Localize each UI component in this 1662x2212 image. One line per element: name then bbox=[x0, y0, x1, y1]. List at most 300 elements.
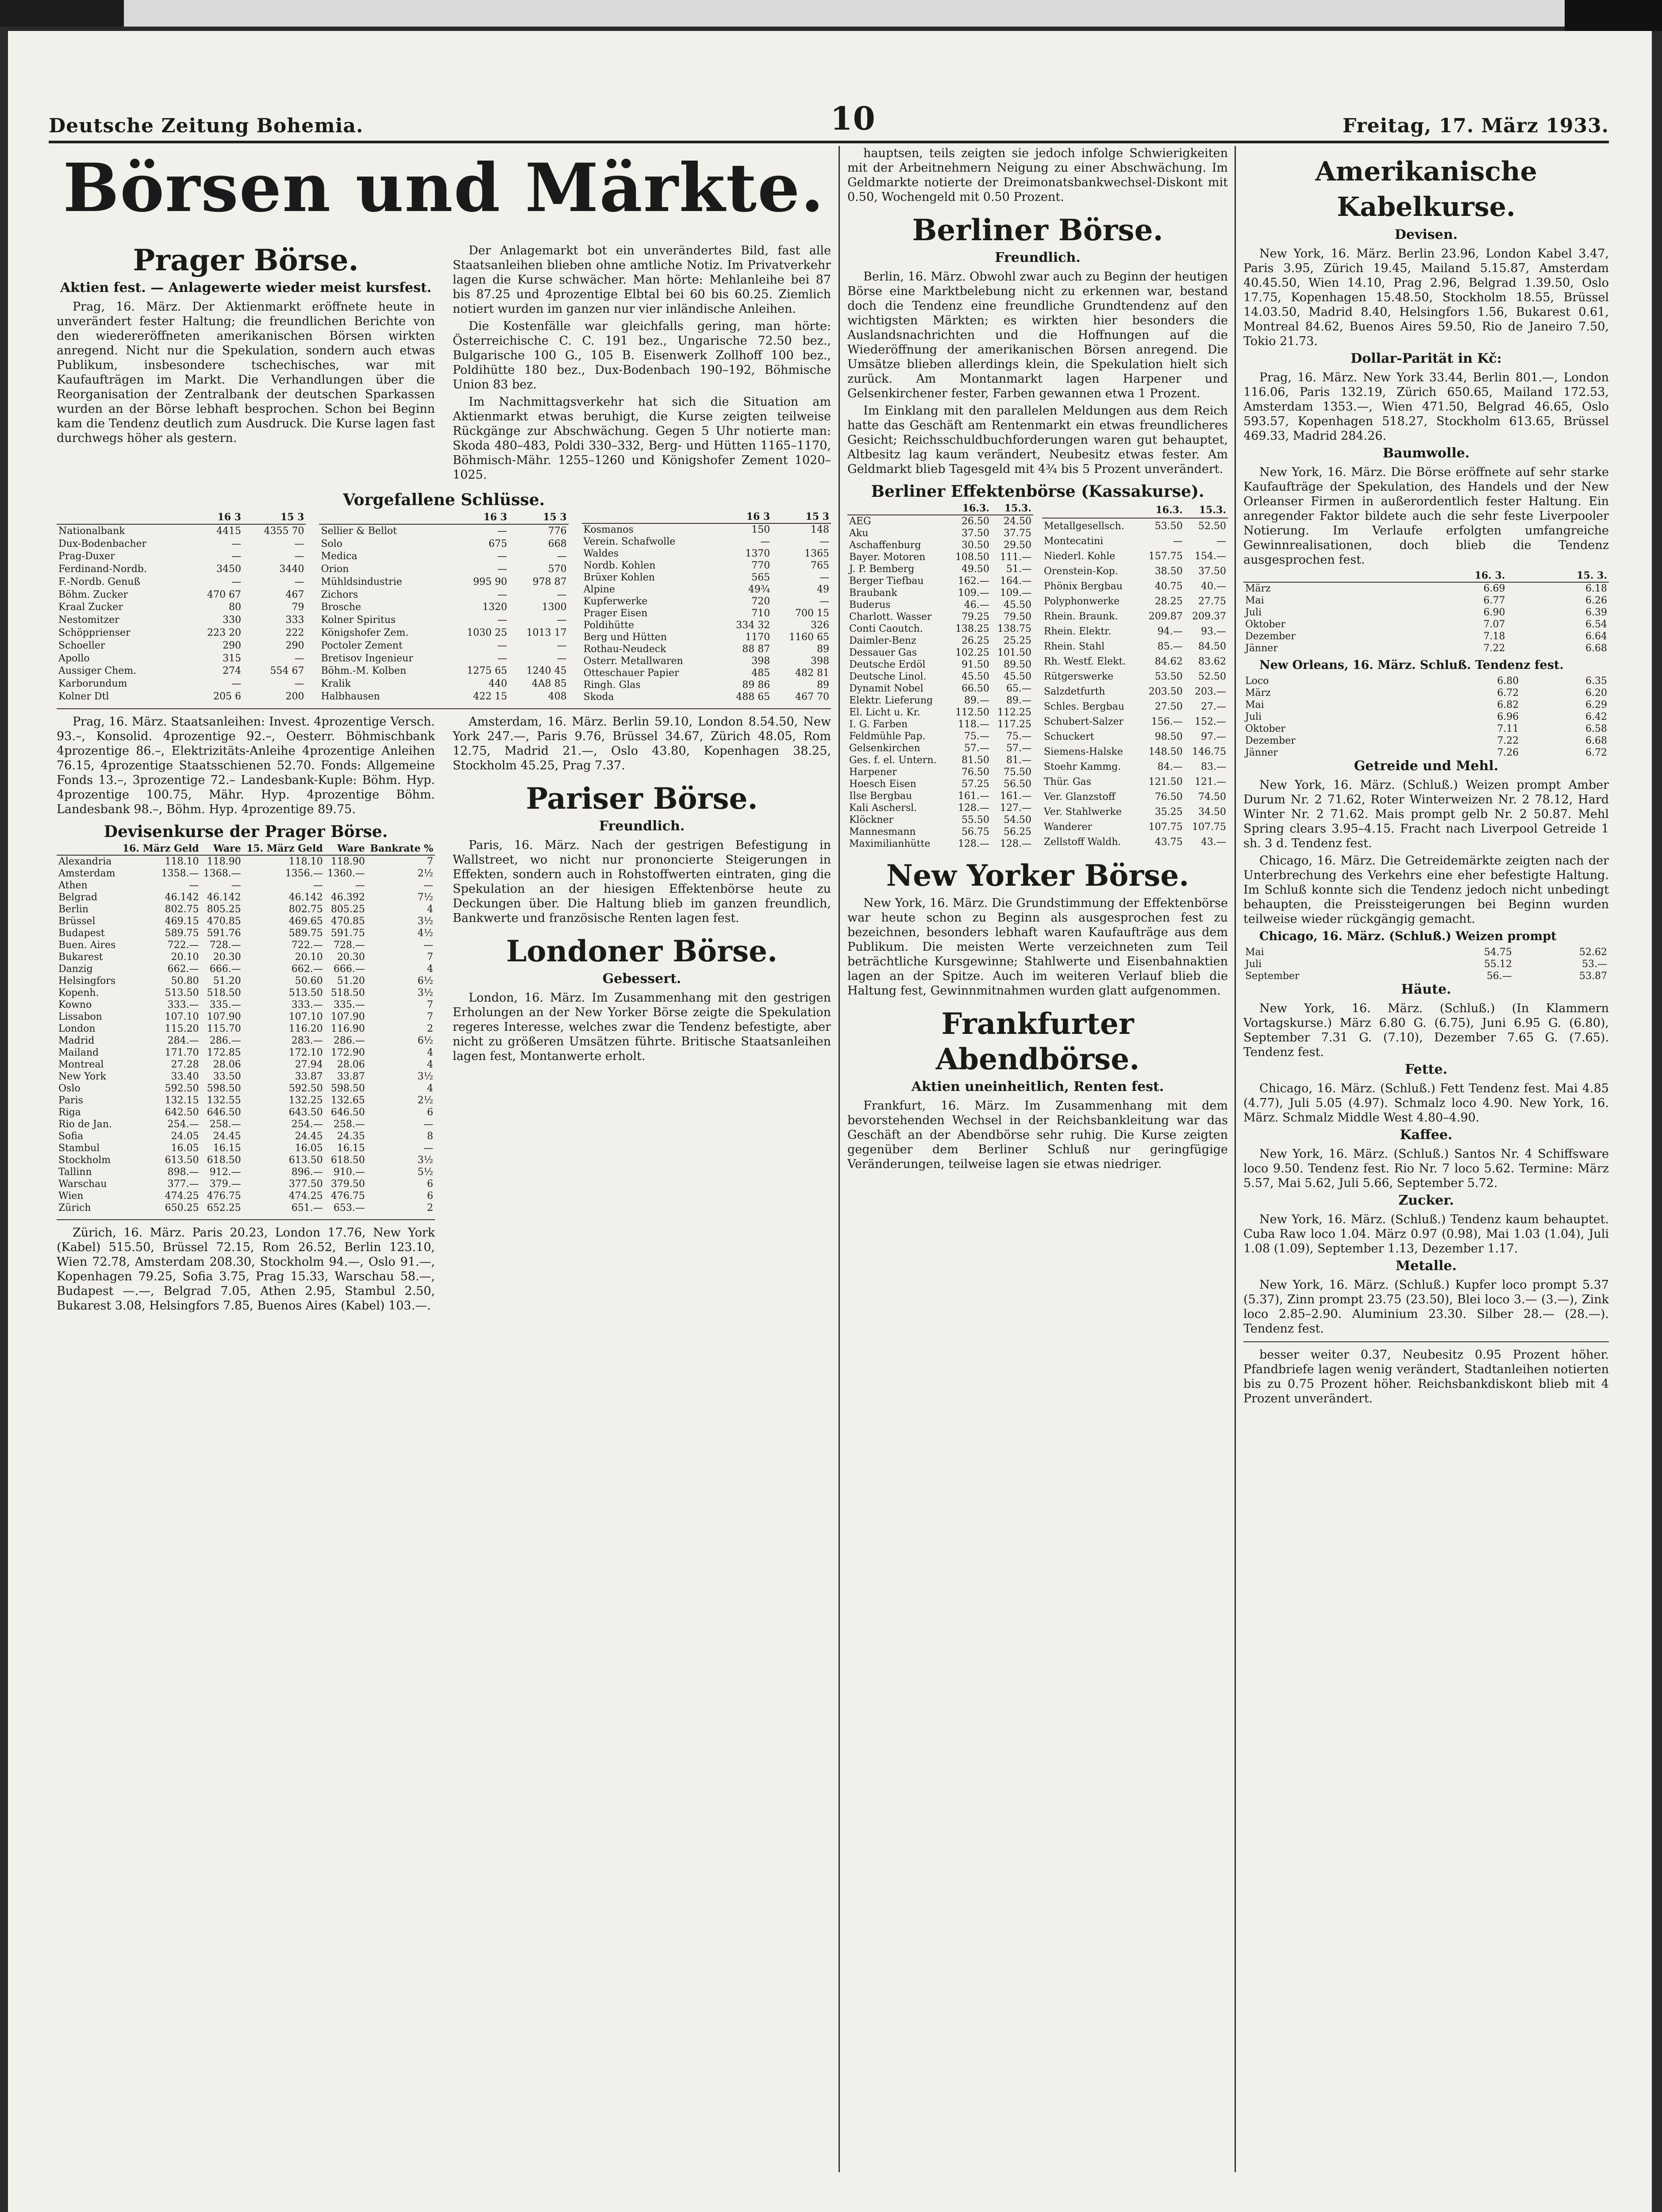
section-subtitle-frankfurt: Aktien uneinheitlich, Renten fest. bbox=[911, 1079, 1164, 1094]
table-cell: 274 bbox=[223, 665, 241, 677]
table-cell: 467 bbox=[285, 589, 304, 600]
table-cell: 1275 65 bbox=[467, 665, 508, 677]
table-cell: Mai bbox=[1245, 947, 1264, 958]
column-header bbox=[57, 843, 119, 855]
page-title: Börsen und Märkte. bbox=[63, 149, 825, 227]
table-cell: 6.20 bbox=[1585, 687, 1607, 699]
table-cell: 7.18 bbox=[1483, 631, 1505, 642]
table-row bbox=[319, 652, 568, 665]
table-cell: 132.65 bbox=[331, 1095, 365, 1106]
table-cell: 467 70 bbox=[795, 691, 829, 703]
table-cell: 643.50 bbox=[289, 1107, 323, 1118]
subsection-devisen: Devisen. bbox=[1394, 227, 1458, 242]
table-cell: Niederl. Kohle bbox=[1044, 551, 1116, 562]
table-cell: Solo bbox=[321, 538, 342, 549]
table-cell: 315 bbox=[223, 653, 241, 664]
section-title-london: Londoner Börse. bbox=[506, 934, 777, 968]
table-cell: 107.10 bbox=[289, 1011, 323, 1022]
table-cell: 116.90 bbox=[331, 1023, 365, 1034]
table-row bbox=[57, 665, 306, 678]
table-cell: — bbox=[423, 1143, 433, 1154]
article-paragraph: Berlin, 16. März. Obwohl zwar auch zu Beginn der heutigen Börse eine Marktbelebung nicht zu erkennen war, bestand doch die Tendenz eine freundliche Grundtendenz auf den wichtigsten Märkten; es wirkten hier besonders die Auslandsnachrichten und die Hoffnungen auf die Wiederöffnung der amerikanischen Börsen anregend. Die Umsätze blieben allerdings klein, die Spekulation hielt sich zurück. Am Montanmarkt lagen Harpener und Gelsenkirchener fester, Farben gewannen etwa 1 Prozent. bbox=[847, 270, 1228, 400]
article-paragraph: Amsterdam, 16. März. Berlin 59.10, London 8.54.50, New York 247.—, Paris 9.76, Brüssel 34.67, Zürich 48.05, Rom 12.75, Madrid 21.—, Oslo 43.80, Kopenhagen 38.25, Stockholm 45.25, Prag 7.37. bbox=[453, 715, 831, 772]
table-cell: 513.50 bbox=[289, 987, 323, 998]
table-cell: März bbox=[1245, 687, 1271, 699]
table-cell: 66.50 bbox=[961, 683, 989, 694]
table-row bbox=[1243, 582, 1609, 595]
table-cell: Kralik bbox=[321, 678, 351, 690]
table-cell: 2½ bbox=[417, 1095, 433, 1106]
table-cell: 112.25 bbox=[997, 707, 1031, 718]
table-cell: 94.— bbox=[1157, 626, 1183, 637]
table-cell: Athen bbox=[58, 880, 88, 891]
table-row bbox=[847, 683, 1033, 695]
table-cell: 6.77 bbox=[1483, 595, 1505, 606]
table-cell: Ver. Glanzstoff bbox=[1044, 791, 1116, 803]
table-cell: Mai bbox=[1245, 699, 1264, 710]
table-cell: 107.75 bbox=[1148, 822, 1183, 833]
table-cell: 56.75 bbox=[961, 826, 989, 837]
table-cell: — bbox=[497, 640, 508, 651]
table-cell: 75.50 bbox=[1004, 767, 1031, 778]
column-header bbox=[1042, 503, 1141, 518]
table-cell: 53.— bbox=[1582, 959, 1607, 970]
table-cell: 38.50 bbox=[1154, 566, 1183, 577]
table-cell: 118.90 bbox=[331, 856, 365, 867]
table-cell: 148.50 bbox=[1148, 746, 1183, 758]
table-cell: — bbox=[231, 880, 241, 891]
table-cell: Stoehr Kammg. bbox=[1044, 761, 1121, 773]
table-cell: 65.— bbox=[1006, 683, 1031, 694]
table-row bbox=[847, 754, 1033, 766]
chicago-table bbox=[1243, 946, 1609, 982]
table-cell: Böhm. Zucker bbox=[58, 589, 128, 600]
table-cell: 43.75 bbox=[1154, 837, 1183, 848]
column-header bbox=[847, 503, 949, 515]
table-cell: — bbox=[497, 589, 508, 600]
table-cell: 172.10 bbox=[289, 1047, 323, 1058]
table-cell: 56.50 bbox=[1004, 779, 1031, 790]
table-row bbox=[582, 655, 831, 667]
table-cell: Halbhausen bbox=[321, 691, 380, 703]
table-cell: 128.— bbox=[1000, 838, 1031, 849]
table-cell: Apollo bbox=[58, 653, 90, 664]
table-cell: Ilse Bergbau bbox=[849, 791, 912, 802]
table-cell: Waldes bbox=[583, 548, 619, 559]
table-row bbox=[847, 551, 1033, 563]
table-cell: 290 bbox=[285, 640, 304, 651]
table-cell: 203.50 bbox=[1148, 686, 1183, 698]
table-cell: 6.26 bbox=[1585, 595, 1607, 606]
table-cell: Aussiger Chem. bbox=[58, 665, 137, 677]
table-cell: 107.90 bbox=[331, 1011, 365, 1022]
table-row bbox=[1042, 805, 1228, 820]
table-cell: 592.50 bbox=[289, 1083, 323, 1094]
table-cell: 470 67 bbox=[207, 589, 241, 600]
table-cell: 675 bbox=[489, 538, 508, 549]
table-cell: Brüxer Kohlen bbox=[583, 572, 655, 583]
table-cell: 24.50 bbox=[1004, 516, 1031, 527]
table-cell: 121.— bbox=[1195, 776, 1226, 788]
table-cell: Stambul bbox=[58, 1143, 100, 1154]
table-row bbox=[1243, 946, 1609, 958]
column-header: 16.3. bbox=[1141, 503, 1185, 518]
table-cell: 6.35 bbox=[1585, 676, 1607, 687]
column-header: 16. 3. bbox=[1405, 570, 1507, 582]
table-cell: Ges. f. el. Untern. bbox=[849, 755, 937, 766]
table-cell: 27.50 bbox=[1154, 701, 1183, 713]
table-cell: 6.39 bbox=[1585, 607, 1607, 618]
table-cell: 222 bbox=[285, 627, 304, 639]
table-cell: — bbox=[231, 678, 241, 690]
table-cell: 2 bbox=[427, 1202, 433, 1214]
table-cell: J. P. Bemberg bbox=[849, 564, 915, 575]
table-cell: 1360.— bbox=[327, 868, 365, 879]
table-cell: 20.10 bbox=[295, 952, 323, 963]
table-cell: — bbox=[497, 564, 508, 575]
table-cell: Feldmühle Pap. bbox=[849, 731, 926, 742]
table-cell: 554 67 bbox=[270, 665, 304, 677]
table-cell: 37.75 bbox=[1004, 528, 1031, 539]
table-cell: 45.50 bbox=[1004, 599, 1031, 611]
table-cell: 2 bbox=[427, 1023, 433, 1034]
table-cell: 84.50 bbox=[1198, 641, 1226, 653]
table-row bbox=[847, 707, 1033, 718]
table-cell: Bukarest bbox=[58, 952, 103, 963]
table-cell: 16.15 bbox=[337, 1143, 365, 1154]
table-cell: Sellier & Bellot bbox=[321, 525, 397, 537]
table-row bbox=[1243, 607, 1609, 618]
table-row bbox=[319, 614, 568, 626]
table-row bbox=[57, 1142, 435, 1154]
article-paragraph: Paris, 16. März. Nach der gestrigen Befestigung in Wallstreet, wo nicht nur prononcierte Steigerungen in Effekten, sondern auch in Rohstoffwerten eintraten, ging die Spekulation an der hiesigen Effektenbörse heute zu Deckungen über. Die Haltung blieb im ganzen freundlich, Bankwerte und französische Renten lagen fest. bbox=[453, 838, 831, 925]
table-row bbox=[319, 550, 568, 563]
table-row bbox=[847, 611, 1033, 623]
table-title-effekten: Berliner Effektenbörse (Kassakurse). bbox=[871, 482, 1204, 501]
table-row bbox=[57, 1202, 435, 1214]
table-cell: Rhein. Stahl bbox=[1044, 641, 1105, 653]
table-cell: 710 bbox=[751, 608, 770, 619]
table-cell: 776 bbox=[548, 525, 567, 537]
table-row bbox=[57, 915, 435, 927]
table-cell: 518.50 bbox=[207, 987, 241, 998]
table-cell: 4355 70 bbox=[264, 525, 304, 537]
table-cell: Elektr. Lieferung bbox=[849, 695, 933, 706]
table-row bbox=[57, 1011, 435, 1023]
table-row bbox=[57, 690, 306, 703]
table-cell: 7 bbox=[427, 856, 433, 867]
table-cell: Schubert-Salzer bbox=[1044, 716, 1123, 728]
table-cell: 5½ bbox=[417, 1167, 433, 1178]
table-cell: 27.28 bbox=[171, 1059, 199, 1070]
table-cell: Amsterdam bbox=[58, 868, 115, 879]
article-paragraph: London, 16. März. Im Zusammenhang mit den gestrigen Erholungen an der New Yorker Börse zeigte die Spekulation regeres Interesse, welches zwar die Tendenz befestigte, aber nicht zu größeren Umsätzen führte. Britische Staatsanleihen lagen fest, Montanwerte erholt. bbox=[453, 991, 831, 1063]
table-cell: 84.62 bbox=[1154, 656, 1183, 668]
table-cell: 24.35 bbox=[337, 1131, 365, 1142]
table-cell: 476.75 bbox=[331, 1190, 365, 1202]
table-cell: — bbox=[294, 538, 304, 549]
table-cell: Siemens-Halske bbox=[1044, 746, 1123, 758]
table-cell: 52.50 bbox=[1198, 671, 1226, 683]
table-header-row bbox=[1042, 503, 1228, 518]
article-paragraph: Im Nachmittagsverkehr hat sich die Situation am Aktienmarkt etwas beruhigt, die Kurse zeigten teilweise Rückgänge zur Abschwächung. Gegen 5 Uhr notierte man: Skoda 480–483, Poldi 330–332, Berg- und Hütten 1165–1170, Böhmisch-Mähr. 1255–1260 und Königshofer Zement 1020–1025. bbox=[453, 395, 831, 482]
table-cell: 83.— bbox=[1201, 761, 1226, 773]
scan-edge bbox=[0, 0, 1662, 27]
table-cell: F.-Nordb. Genuß bbox=[58, 576, 141, 588]
table-cell: Prag-Duxer bbox=[58, 551, 115, 562]
table-cell: 6.18 bbox=[1585, 583, 1607, 594]
table-cell: Rütgerswerke bbox=[1044, 671, 1114, 683]
table-row bbox=[57, 1035, 435, 1047]
table-cell: — bbox=[189, 880, 199, 891]
table-cell: 646.50 bbox=[207, 1107, 241, 1118]
table-cell: 6.69 bbox=[1483, 583, 1505, 594]
table-label: New Orleans, 16. März. Schluß. Tendenz fest. bbox=[1259, 658, 1564, 672]
table-row bbox=[1042, 624, 1228, 639]
table-cell: Schöpprienser bbox=[58, 627, 131, 639]
table-cell: 127.— bbox=[1000, 803, 1031, 814]
table-cell: Alpine bbox=[583, 584, 615, 595]
table-cell: Aku bbox=[849, 528, 869, 539]
table-cell: 33.40 bbox=[171, 1071, 199, 1082]
article-paragraph: Der Anlagemarkt bot ein unverändertes Bild, fast alle Staatsanleihen blieben ohne amtliche Notiz. Im Privatverkehr lagen die Kurse schwächer. Man hörte: Mehlanleihe bei 87 bis 87.25 und 4prozentige Elbtal bei 60 bis 60.25. Ziemlich notiert wurden im ganzen nur vier inländische Anleihen. bbox=[453, 244, 831, 316]
column-header bbox=[1243, 570, 1405, 582]
table-cell: Ver. Stahlwerke bbox=[1044, 806, 1122, 818]
table-cell: 75.— bbox=[1006, 731, 1031, 742]
table-cell: 618.50 bbox=[331, 1155, 365, 1166]
table-cell: Mannesmann bbox=[849, 826, 916, 837]
table-cell: 51.20 bbox=[213, 975, 241, 987]
table-cell: 3½ bbox=[417, 987, 433, 998]
table-cell: Alexandria bbox=[58, 856, 112, 867]
table-cell: 1160 65 bbox=[789, 632, 829, 643]
table-cell: — bbox=[294, 576, 304, 588]
table-row bbox=[582, 631, 831, 643]
table-row bbox=[582, 691, 831, 703]
table-row bbox=[582, 607, 831, 619]
table-row bbox=[847, 575, 1033, 587]
table-cell: 662.— bbox=[291, 964, 323, 975]
table-row bbox=[1042, 594, 1228, 609]
table-cell: 668 bbox=[548, 538, 567, 549]
table-row bbox=[1243, 735, 1609, 747]
table-cell: 7½ bbox=[417, 892, 433, 903]
divider bbox=[1243, 1341, 1609, 1342]
table-row bbox=[57, 1071, 435, 1083]
table-cell: 28.06 bbox=[213, 1059, 241, 1070]
section-title-berlin: Berliner Börse. bbox=[912, 213, 1163, 247]
table-header-row bbox=[57, 511, 306, 524]
table-cell: Juli bbox=[1245, 959, 1262, 970]
table-cell: 722.— bbox=[291, 940, 323, 951]
table-cell: 254.— bbox=[291, 1119, 323, 1130]
table-cell: 4 bbox=[427, 904, 433, 915]
table-cell: — bbox=[1216, 536, 1226, 547]
table-row bbox=[57, 963, 435, 975]
table-cell: Polyphonwerke bbox=[1044, 596, 1120, 607]
table-cell: 20.10 bbox=[171, 952, 199, 963]
table-cell: 121.50 bbox=[1148, 776, 1183, 788]
table-row bbox=[1243, 699, 1609, 711]
table-row bbox=[319, 665, 568, 678]
table-header-row bbox=[847, 503, 1033, 515]
table-cell: 57.25 bbox=[961, 779, 989, 790]
table-row bbox=[582, 572, 831, 584]
table-cell: — bbox=[557, 589, 567, 600]
table-cell: 7.22 bbox=[1497, 735, 1519, 746]
table-cell: Dezember bbox=[1245, 735, 1296, 746]
table-row bbox=[57, 975, 435, 987]
table-cell: Orenstein-Kop. bbox=[1044, 566, 1118, 577]
table-row bbox=[847, 695, 1033, 707]
table-cell: 722.— bbox=[167, 940, 199, 951]
table-row bbox=[57, 1047, 435, 1059]
table-cell: 8 bbox=[427, 1131, 433, 1142]
table-row bbox=[582, 667, 831, 679]
table-cell: Metallgesellsch. bbox=[1044, 520, 1124, 532]
table-row bbox=[1243, 723, 1609, 735]
table-row bbox=[1042, 714, 1228, 730]
table-header-row bbox=[319, 511, 568, 524]
table-cell: 6.64 bbox=[1585, 631, 1607, 642]
article-paragraph: Zürich, 16. März. Paris 20.23, London 17.76, New York (Kabel) 515.50, Brüssel 72.15, Rom 26.52, Berlin 123.10, Wien 72.78, Amsterdam 208.30, Stockholm 94.—, Oslo 91.—, Kopenhagen 79.25, Sofia 3.75, Prag 15.33, Warschau 58.—, Budapest —.—, Belgrad 7.05, Athen 2.95, Stambul 2.50, Bukarest 3.08, Helsingfors 7.85, Buenos Aires (Kabel) 103.—. bbox=[57, 1226, 435, 1313]
column-separator bbox=[1235, 146, 1236, 2172]
table-cell: — bbox=[760, 536, 770, 547]
table-cell: Schoeller bbox=[58, 640, 105, 651]
table-cell: 6.58 bbox=[1585, 723, 1607, 734]
column-header: 15.3. bbox=[1185, 503, 1228, 518]
column-header: 16 3 bbox=[450, 511, 509, 524]
table-cell: 662.— bbox=[167, 964, 199, 975]
column-header: 15. 3. bbox=[1507, 570, 1609, 582]
column-header: Bankrate % bbox=[367, 843, 435, 855]
table-cell: 50.80 bbox=[171, 975, 199, 987]
divider bbox=[57, 1219, 435, 1220]
table-cell: 52.62 bbox=[1579, 947, 1607, 958]
column-header bbox=[582, 511, 721, 523]
table-row bbox=[847, 515, 1033, 527]
table-cell: 3½ bbox=[417, 916, 433, 927]
table-cell: Verein. Schafwolle bbox=[583, 536, 676, 547]
table-cell: 53.50 bbox=[1154, 671, 1183, 683]
table-cell: 76.50 bbox=[1154, 791, 1183, 803]
table-cell: Klöckner bbox=[849, 814, 894, 826]
table-cell: 6.42 bbox=[1585, 711, 1607, 722]
table-cell: 598.50 bbox=[331, 1083, 365, 1094]
table-cell: Zürich bbox=[58, 1202, 91, 1214]
table-cell: 37.50 bbox=[961, 528, 989, 539]
table-cell: 1370 bbox=[745, 548, 770, 559]
table-cell: Oktober bbox=[1245, 723, 1286, 734]
table-cell: Montecatini bbox=[1044, 536, 1104, 547]
table-row bbox=[1042, 534, 1228, 549]
table-cell: — bbox=[313, 880, 323, 891]
table-cell: 112.50 bbox=[955, 707, 989, 718]
table-cell: — bbox=[819, 596, 829, 607]
divider bbox=[57, 708, 831, 709]
column-header: Ware bbox=[325, 843, 367, 855]
table-cell: 398 bbox=[751, 656, 770, 667]
issue-date: Freitag, 17. März 1933. bbox=[1343, 115, 1609, 137]
table-cell: 6.29 bbox=[1585, 699, 1607, 710]
column-header: 16.3. bbox=[949, 503, 991, 515]
table-cell: 51.20 bbox=[337, 975, 365, 987]
table-cell: Lissabon bbox=[58, 1011, 102, 1022]
table-cell: Schuckert bbox=[1044, 731, 1094, 743]
table-row bbox=[57, 879, 435, 891]
table-cell: 4415 bbox=[216, 525, 241, 537]
table-cell: Ferdinand-Nordb. bbox=[58, 564, 147, 575]
table-cell: Mai bbox=[1245, 595, 1264, 606]
table-cell: 802.75 bbox=[165, 904, 199, 915]
table-cell: 128.— bbox=[958, 803, 989, 814]
table-cell: Bayer. Motoren bbox=[849, 552, 926, 563]
table-row bbox=[1042, 745, 1228, 760]
table-cell: 7.07 bbox=[1483, 619, 1505, 630]
table-row bbox=[1243, 711, 1609, 723]
table-cell: Braubank bbox=[849, 588, 897, 599]
article-paragraph: Die Kostenfälle war gleichfalls gering, man hörte: Österreichische C. C. 191 bez., Ungarische 72.50 bez., Bulgarische 100 G., 105 B. Eisenwerk Zollhoff 100 bez., Poldihütte 180 bez., Dux-Bodenbach 190–192, Böhmische Union 83 bez. bbox=[453, 319, 831, 392]
table-row bbox=[582, 584, 831, 595]
table-cell: 83.62 bbox=[1198, 656, 1226, 668]
table-cell: — bbox=[557, 614, 567, 626]
table-cell: — bbox=[231, 576, 241, 588]
table-cell: 209.37 bbox=[1192, 611, 1226, 622]
table-cell: Buen. Aires bbox=[58, 940, 116, 951]
table-cell: Buderus bbox=[849, 599, 891, 611]
table-cell: Ringh. Glas bbox=[583, 680, 641, 691]
table-cell: 613.50 bbox=[289, 1155, 323, 1166]
table-cell: 4 bbox=[427, 964, 433, 975]
table-cell: Juli bbox=[1245, 711, 1262, 722]
table-cell: 570 bbox=[548, 564, 567, 575]
table-cell: — bbox=[231, 538, 241, 549]
table-cell: 6.96 bbox=[1497, 711, 1519, 722]
article-paragraph: New York, 16. März. Die Grundstimmung der Effektenbörse war heute schon zu Beginn als ausgesprochen fest zu bezeichnen, besonders lebhaft waren Kaufaufträge aus dem Publikum. Die meisten Werte verzeichneten zum Teil beträchtliche Kursgewinne; Stahlwerte und Eisenbahnaktien lagen an der Spitze. Auch im weiteren Verlauf blieb die Haltung fest, Gewinnmitnahmen wurden glatt aufgenommen. bbox=[847, 896, 1228, 998]
table-header-row bbox=[57, 843, 435, 855]
table-cell: 109.— bbox=[958, 588, 989, 599]
table-cell: Thür. Gas bbox=[1044, 776, 1092, 788]
table-cell: 1368.— bbox=[203, 868, 241, 879]
table-cell: 653.— bbox=[333, 1202, 365, 1214]
table-row bbox=[1243, 970, 1609, 982]
table-cell: 258.— bbox=[333, 1119, 365, 1130]
table-cell: 469.65 bbox=[289, 916, 323, 927]
table-cell: Deutsche Erdöl bbox=[849, 659, 926, 670]
table-cell: Dynamit Nobel bbox=[849, 683, 923, 694]
table-row bbox=[1042, 699, 1228, 714]
table-cell: Nordb. Kohlen bbox=[583, 560, 656, 571]
masthead-rule bbox=[49, 141, 1609, 143]
table-cell: 7.11 bbox=[1497, 723, 1519, 734]
table-cell: Danzig bbox=[58, 964, 93, 975]
table-row bbox=[57, 868, 435, 879]
table-row bbox=[1042, 518, 1228, 534]
table-cell: 335.— bbox=[209, 999, 241, 1010]
table-cell: Böhm.-M. Kolben bbox=[321, 665, 407, 677]
table-row bbox=[1042, 835, 1228, 850]
table-row bbox=[582, 560, 831, 572]
table-row bbox=[319, 524, 568, 538]
table-cell: 1013 17 bbox=[526, 627, 567, 639]
section-title-frankfurt: Frankfurter Abendbörse. bbox=[935, 1006, 1140, 1076]
table-cell: 802.75 bbox=[289, 904, 323, 915]
table-cell: 116.20 bbox=[289, 1023, 323, 1034]
table-row bbox=[582, 595, 831, 607]
table-row bbox=[57, 538, 306, 550]
subsection-haeute: Häute. bbox=[1401, 982, 1451, 997]
table-cell: — bbox=[231, 551, 241, 562]
